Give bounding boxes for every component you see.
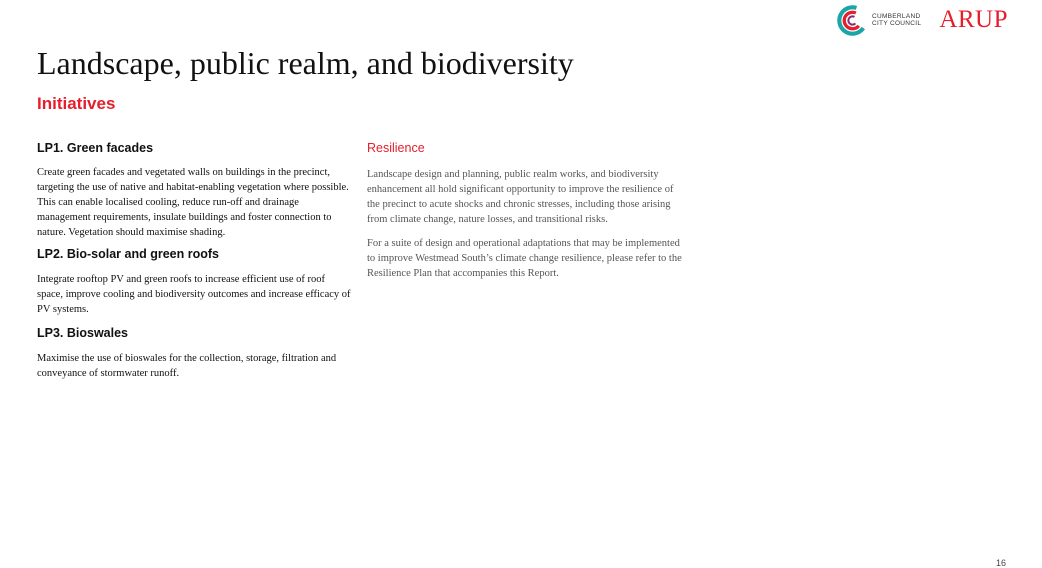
resilience-paragraph: Landscape design and planning, public realm works, and biodiversity enhancement all hold significant opportunity to improve the resilience of the precinct to acute shocks and chronic stresses, including those arising from climate change, nature losses, and transitional risks. — [367, 169, 674, 225]
section-subtitle: Initiatives — [37, 94, 116, 113]
council-logo-text — [872, 13, 921, 27]
initiative-heading: LP3. Bioswales — [37, 326, 129, 340]
initiatives-column — [37, 140, 352, 381]
council-logo-line2: CITY COUNCIL — [871, 20, 922, 27]
initiative-lp1 — [37, 140, 352, 240]
header-logos — [836, 0, 1008, 40]
cumberland-council-logo — [836, 4, 921, 37]
initiative-heading: LP1. Green facades — [37, 141, 154, 155]
initiative-heading: LP2. Bio-solar and green roofs — [37, 247, 219, 261]
council-logo-line1: CUMBERLAND — [871, 13, 921, 20]
resilience-column — [367, 140, 682, 290]
initiative-lp3 — [37, 325, 352, 381]
page-title: Landscape, public realm, and biodiversity — [37, 45, 574, 81]
initiative-body: Maximise the use of bioswales for the collection, storage, filtration and conveyance of stormwater runoff. — [37, 353, 337, 379]
arup-logo: ARUP — [939, 6, 1008, 33]
initiative-lp2 — [37, 246, 352, 317]
resilience-paragraph: For a suite of design and operational adaptations that may be implemented to improve Westmead South’s climate change resilience, please refer to the Resilience Plan that accompanies this Report. — [367, 238, 682, 279]
page-number: 16 — [995, 558, 1006, 568]
initiative-body: Create green facades and vegetated walls on buildings in the precinct, targeting the use of native and habitat-enabling vegetation where possible. This can enable localised cooling, reduce run-off and drainage management requirements, insulate buildings and foster connection to nature. Vegetation should maximise shading. — [37, 167, 349, 238]
initiative-body: Integrate rooftop PV and green roofs to increase efficient use of roof space, improve cooling and biodiversity outcomes and increase efficacy of PV systems. — [37, 274, 351, 315]
resilience-heading: Resilience — [367, 141, 425, 155]
council-c-logo-icon — [836, 4, 869, 37]
